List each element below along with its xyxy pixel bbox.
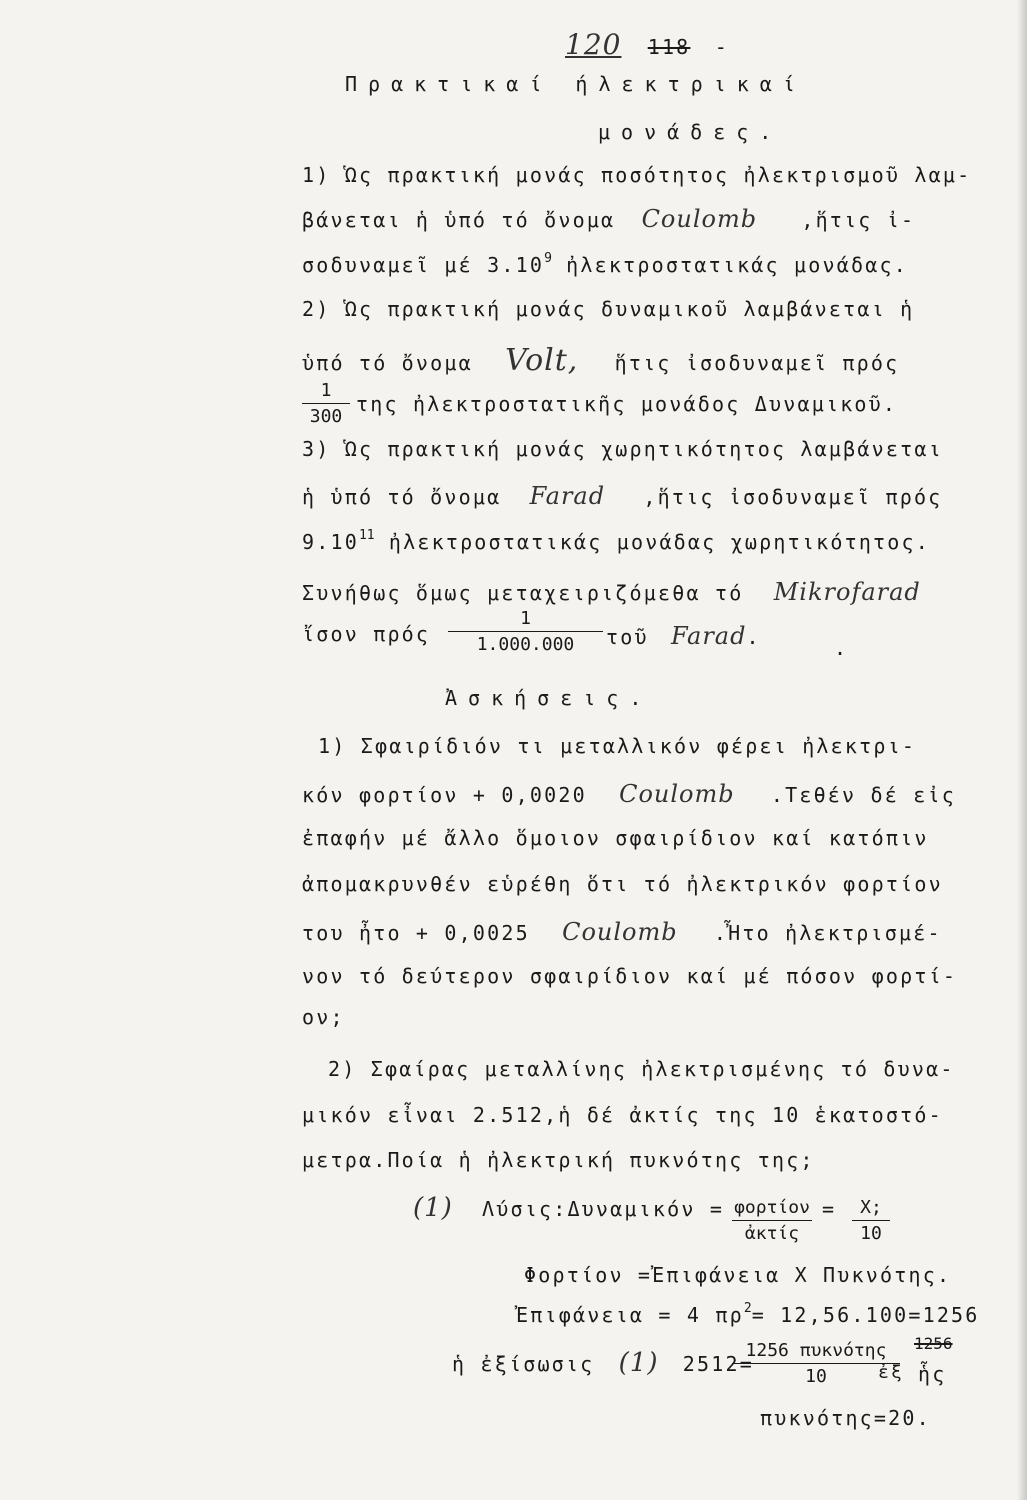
stray-dot: . [834,636,849,660]
ex1-line-c: ἐπαφήν μέ ἄλλο ὅμοιον σφαιρίδιον καί κατόπιν [302,826,929,850]
p2-line-c: της ἠλεκτροστατικῆς μονάδος Δυναμικοῦ. [356,392,898,416]
fraction-denominator: 10 [860,1223,882,1244]
ex1-text: .Ἦτο ἠλεκτρισμέ- [713,921,942,945]
solution-eq4-hs: ἧς [918,1362,947,1386]
ex2-line-a: 2) Σφαίρας μεταλλίνης ἠλεκτρισμένης τό δυνα- [328,1057,955,1081]
fraction-denominator: 300 [309,406,343,427]
p3-text: ,ἥτις ἰσοδυναμεῖ πρός [643,485,943,509]
p3-text: . [746,625,761,649]
p3-text: Συνήθως ὅμως μεταχειριζόμεθα τό [302,581,744,605]
fraction-denominator: ἀκτίς [744,1223,800,1244]
ex1-line-a: 1) Σφαιρίδιόν τι μεταλλικόν φέρει ἠλεκτρι- [318,734,917,758]
p1-line-b [302,205,915,233]
page-number-dash: - [714,35,729,59]
p1-line-a: 1) Ὡς πρακτική μονάς ποσότητος ἠλεκτρισμοῦ λαμ- [302,163,972,187]
solution-text: Ἐπιφάνεια = 4 πρ [516,1303,744,1327]
title-line-2: μονάδες. [598,120,783,144]
solution-eq1-equals: = [822,1197,837,1221]
p2-line-b [302,343,899,378]
ex1-text: .Τεθέν δέ εἰς [770,783,956,807]
exponent: 9 [544,251,552,266]
fraction-numerator: 1 [448,608,603,632]
ex1-line-e [302,918,942,946]
p1-line-c [302,253,908,277]
p1-text: βάνεται ἡ ὑπό τό ὄνομα [302,208,616,232]
fraction-numerator: X; [852,1197,890,1221]
p3-line-c [302,530,930,554]
solution-eq2: Φορτίον =Ἐπιφάνεια Χ Πυκνότης. [524,1263,952,1287]
p1-text: ἠλεκτροστατικάς μονάδας. [551,253,908,277]
solution-text: 2512= [682,1352,754,1376]
exponent: 2 [743,1301,752,1316]
fraction-charge-over-radius [732,1197,812,1244]
p3-line-d [302,578,921,606]
solution-strikethrough-1256: 1256 [914,1334,953,1353]
ex1-text: κόν φορτίον + 0,0020 [302,783,587,807]
p3-text: ἠλεκτροστατικάς μονάδας χωρητικότητος. [374,530,931,554]
equation-marker-handwritten: (1) [618,1348,659,1378]
fraction-1-300 [302,380,350,427]
solution-eq3 [516,1303,980,1327]
solution-marker: (1) [413,1193,453,1223]
coulomb-handwritten-2: Coulomb [619,780,735,808]
solution-eq4-ex: ἐξ [878,1362,905,1383]
volt-handwritten: Volt, [505,343,579,378]
ex1-text: του ἦτο + 0,0025 [302,921,530,945]
p3-text: 9.10 [302,530,359,554]
page-number-old: 118 [647,35,691,59]
p3-text: ἡ ὑπό τό ὄνομα [302,485,502,509]
p1-text: σοδυναμεῖ μέ 3.10 [302,253,545,277]
page-edge-shadow [1017,0,1027,1500]
p3-line-e-right [606,622,761,650]
solution-text: ἡ ἐξίσωσις [452,1352,595,1376]
p3-text: τοῦ [606,625,649,649]
ex1-line-d: ἀπομακρυνθέν εὑρέθη ὅτι τό ἠλεκτρικόν φορτίον [302,872,943,896]
fraction-denominator: 1.000.000 [476,634,575,655]
ex2-line-b: μικόν εἶναι 2.512,ἡ δέ ἀκτίς της 10 ἑκατοστό- [302,1103,943,1127]
mikrofarad-handwritten: Mikrofarad [773,578,921,606]
fraction-numerator: 1256 πυκνότης [732,1340,900,1364]
fraction-1256-density-over-10 [732,1340,900,1387]
fraction-numerator: φορτίον [732,1197,812,1221]
p2-text: ὑπό τό ὄνομα [302,351,473,375]
coulomb-handwritten: Coulomb [641,205,758,233]
p3-line-b [302,482,942,510]
fraction-numerator: 1 [302,380,350,404]
farad-handwritten: Farad [529,482,606,510]
p3-line-e-left: ἴσον πρός [302,622,431,646]
solution-eq1-left: Λύσις:Δυναμικόν = [482,1197,725,1221]
ex1-line-f: νον τό δεύτερον σφαιρίδιον καί μέ πόσον φορτί- [302,964,958,988]
fraction-1-million [448,608,603,655]
ex1-line-b [302,780,956,808]
p3-line-a: 3) Ὡς πρακτική μονάς χωρητικότητος λαμβάνεται [302,437,943,461]
ex1-line-g: ον; [302,1005,345,1029]
fraction-x-over-10 [852,1197,890,1244]
fraction-denominator: 10 [805,1366,827,1387]
exponent: 11 [358,528,375,543]
page-number [565,28,729,61]
solution-text: = 12,56.100=1256 [751,1303,980,1327]
page-number-current: 120 [565,28,622,61]
exercises-heading: Ἀσκήσεις. [445,686,653,710]
p2-text: ἥτις ἰσοδυναμεῖ πρός [614,351,900,375]
solution-eq4-left [452,1348,754,1378]
solution-eq5: πυκνότης=20. [760,1406,931,1430]
title-line-1: Πρακτικαί ήλεκτρικαί [345,72,806,96]
ex2-line-c: μετρα.Ποία ἡ ἠλεκτρική πυκνότης της; [302,1148,815,1172]
coulomb-handwritten-3: Coulomb [562,918,678,946]
p1-text: ,ἥτις ἰ- [801,208,916,232]
farad-handwritten-2: Farad [670,622,747,650]
p2-line-a: 2) Ὡς πρακτική μονάς δυναμικοῦ λαμβάνεται ἡ [302,297,915,321]
